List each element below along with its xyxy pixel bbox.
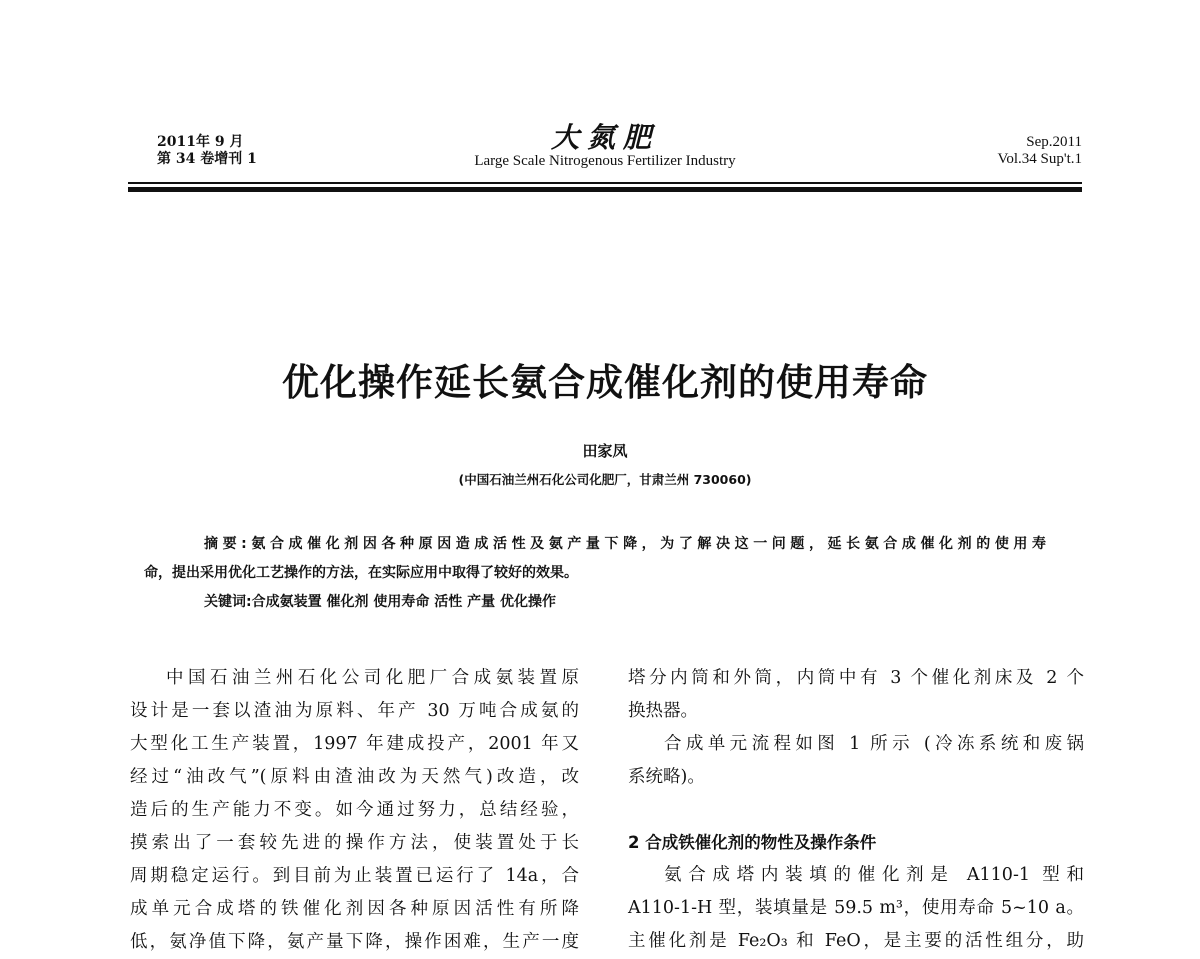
date-cn: 2011年 9 月: [157, 134, 244, 150]
journal-logo: 大氮肥: [550, 121, 659, 154]
affiliation: (中国石油兰州石化公司化肥厂，甘肃兰州 730060): [458, 472, 752, 487]
body-line: 换热器。: [628, 701, 698, 721]
section-heading: 2 合成铁催化剂的物性及操作条件: [628, 833, 877, 852]
body-line: 中国石油兰州石化公司化肥厂合成氨装置原: [166, 668, 579, 688]
body-line: 设计是一套以渣油为原料、年产 30 万吨合成氨的: [130, 701, 579, 721]
abstract-line: 摘要:氨合成催化剂因各种原因造成活性及氨产量下降，为了解决这一问题，延长氨合成催化剂的使用寿: [204, 536, 1046, 552]
abstract-line: 命，提出采用优化工艺操作的方法，在实际应用中取得了较好的效果。: [144, 565, 578, 581]
body-line: 低，氨净值下降，氨产量下降，操作困难，生产一度: [130, 932, 579, 952]
body-line: 大型化工生产装置，1997 年建成投产，2001 年又: [130, 734, 579, 754]
keywords: 关键词:合成氨装置 催化剂 使用寿命 活性 产量 优化操作: [204, 594, 556, 610]
body-line: 经过“油改气”(原料由渣油改为天然气)改造，改: [130, 767, 579, 787]
body-line: 系统略)。: [628, 767, 705, 787]
abstract: [144, 530, 1046, 617]
body-line: 合成单元流程如图 1 所示 (冷冻系统和废锅: [664, 734, 1084, 754]
volume-cn: 第 34 卷增刊 1: [157, 151, 257, 167]
body-line: 成单元合成塔的铁催化剂因各种原因活性有所降: [130, 899, 579, 919]
body-line: A110-1-H 型，装填量是 59.5 m³，使用寿命 5~10 a。: [628, 898, 1084, 918]
body-line: 摸索出了一套较先进的操作方法，使装置处于长: [130, 833, 579, 853]
body-line: 氨合成塔内装填的催化剂是 A110-1 型和: [664, 865, 1084, 885]
author: 田家凤: [582, 442, 628, 460]
body-line: 主催化剂是 Fe₂O₃ 和 FeO，是主要的活性组分，助: [628, 931, 1084, 951]
body-line: 造后的生产能力不变。如今通过努力，总结经验，: [130, 800, 579, 820]
body-line: 周期稳定运行。到目前为止装置已运行了 14a，合: [130, 866, 579, 886]
journal-name-en: Large Scale Nitrogenous Fertilizer Industry: [474, 153, 736, 169]
body-line: 塔分内筒和外筒，内筒中有 3 个催化剂床及 2 个: [628, 668, 1084, 688]
date-en: Sep.2011: [1026, 134, 1082, 150]
paper-title: 优化操作延长氨合成催化剂的使用寿命: [282, 361, 928, 404]
right-column: [628, 662, 1084, 958]
header-rule-thin: [128, 182, 1082, 184]
issue-date-en: [997, 134, 1082, 168]
left-column: [130, 662, 579, 959]
volume-en: Vol.34 Sup't.1: [997, 151, 1082, 167]
header-rule-thick: [128, 187, 1082, 192]
